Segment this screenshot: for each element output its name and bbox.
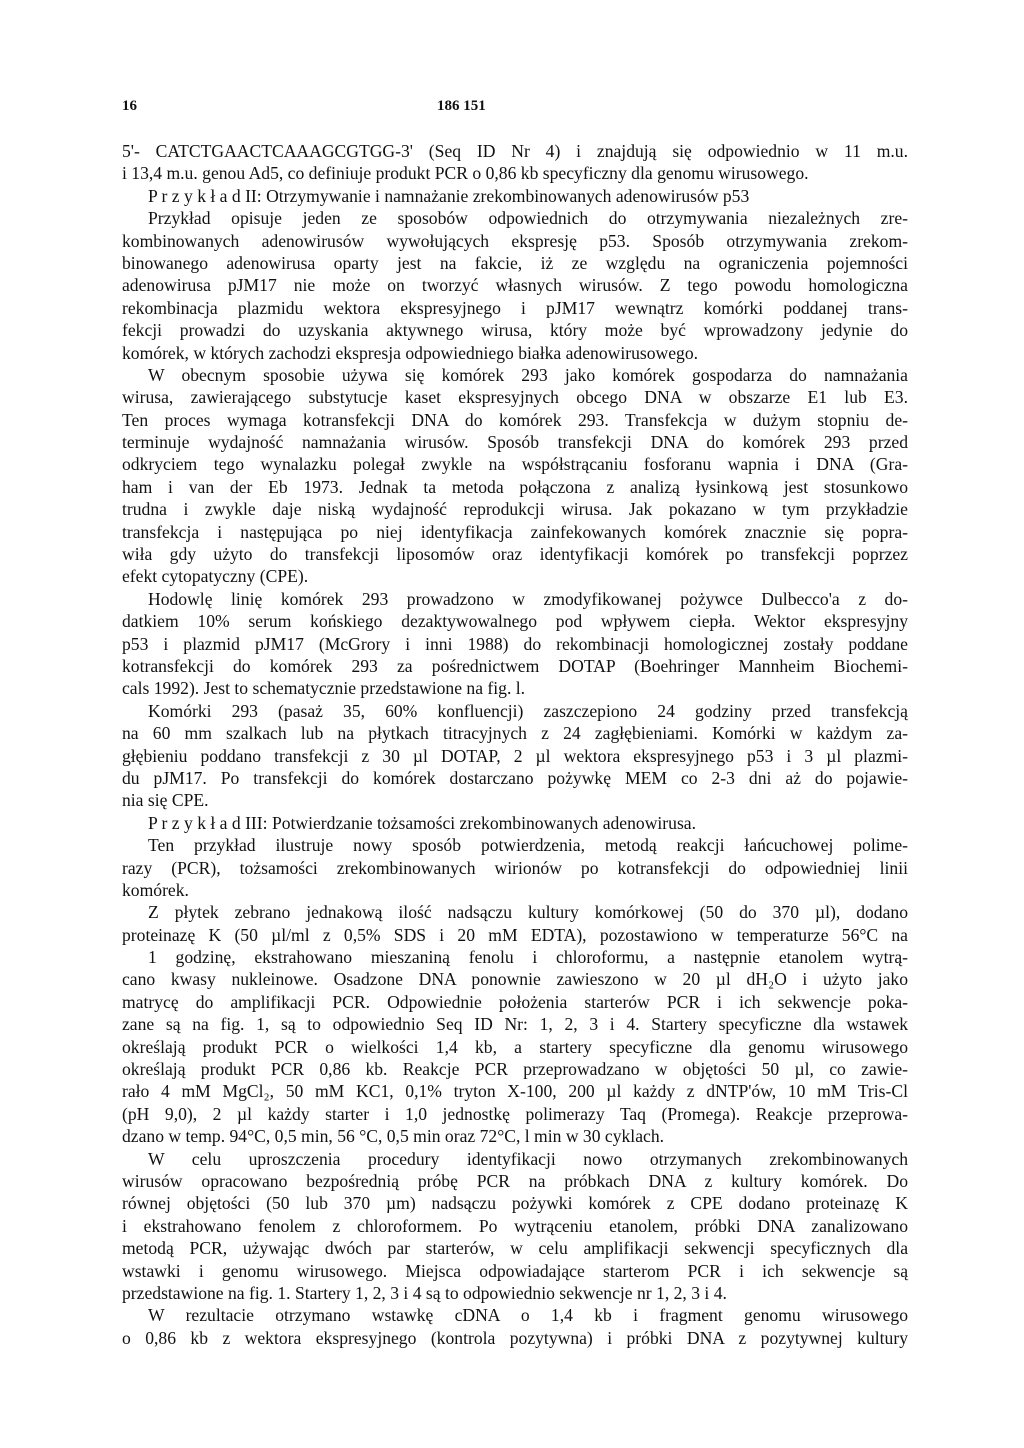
text-line: Ten proces wymaga kotransfekcji DNA do komórek 293. Transfekcja w dużym stopniu de-: [122, 409, 908, 430]
text-line: kotransfekcji do komórek 293 za pośrednictwem DOTAP (Boehringer Mannheim Biochemi-: [122, 655, 908, 676]
text-line: komórek.: [122, 879, 189, 900]
text-line: Hodowlę linię komórek 293 prowadzono w zmodyfikowanej pożywce Dulbecco'a z do-: [148, 588, 908, 609]
text-line: W obecnym sposobie używa się komórek 293 jako komórek gospodarza do namnażania: [148, 364, 908, 385]
text-line: rekombinacja plazmidu wektora ekspresyjnego i pJM17 wewnątrz komórki poddanej trans-: [122, 297, 908, 318]
text-line: ham i van der Eb 1973. Jednak ta metoda połączona z analizą łysinkową jest stosunkowo: [122, 476, 908, 497]
text-line: Przykład opisuje jeden ze sposobów odpowiednich do otrzymywania niezależnych zre-: [148, 208, 908, 229]
text-line: przedstawione na fig. 1. Startery 1, 2, 3 i 4 są to odpowiednio sekwencje nr 1, 2, 3 i 4.: [122, 1282, 727, 1303]
text-line: określają produkt PCR 0,86 kb. Reakcje PCR przeprowadzano w objętości 50 µl, co zawie-: [122, 1059, 908, 1080]
text-line: proteinazę K (50 µl/ml z 0,5% SDS i 20 mM EDTA), pozostawiono w temperaturze 56°C na: [122, 924, 908, 945]
text-line: datkiem 10% serum końskiego dezaktywowalnego pod wpływem ciepła. Wektor ekspresyjny: [122, 611, 908, 632]
text-line: trudna i zwykle daje niską wydajność reprodukcji wirusa. Jak pokazano w tym przykładzie: [122, 499, 908, 520]
text-line: fekcji prowadzi do uzyskania aktywnego wirusa, który może być wprowadzony jedynie do: [122, 320, 908, 341]
text-line: wirusa, zawierającego substytucje kaset ekspresyjnych obcego DNA w obszarze E1 lub E3.: [122, 387, 908, 408]
text-line: adenowirusa pJM17 nie może on tworzyć własnych wirusów. Z tego powodu homologiczna: [122, 275, 908, 296]
text-line: P r z y k ł a d II: Otrzymywanie i namnażanie zrekombinowanych adenowirusów p53: [148, 185, 750, 206]
text-line: na 60 mm szalkach lub na płytkach titracyjnych z 24 zagłębieniami. Komórki w każdym za-: [122, 723, 908, 744]
text-line: efekt cytopatyczny (CPE).: [122, 566, 309, 587]
text-line: zane są na fig. 1, są to odpowiednio Seq ID Nr: 1, 2, 3 i 4. Startery specyficzne dla wstawek: [122, 1014, 908, 1035]
text-line: wiła gdy użyto do transfekcji liposomów oraz identyfikacji komórek po transfekcji poprzez: [122, 544, 908, 565]
text-line: matrycę do amplifikacji PCR. Odpowiednie położenia starterów PCR i ich sekwencje poka-: [122, 991, 908, 1012]
text-line: Komórki 293 (pasaż 35, 60% konfluencji) zaszczepiono 24 godziny przed transfekcją: [148, 700, 908, 721]
text-line: równej objętości (50 lub 370 µm) nadsączu pożywki komórek z CPE dodano proteinazę K: [122, 1193, 908, 1214]
patent-number: 186 151: [437, 98, 486, 114]
text-line: W celu uproszczenia procedury identyfikacji nowo otrzymanych zrekombinowanych: [148, 1148, 908, 1169]
text-line: P r z y k ł a d III: Potwierdzanie tożsamości zrekombinowanych adenowirusa.: [148, 812, 697, 833]
text-line: transfekcja i następująca po niej identyfikacja zainfekowanych komórek znacznie się popra-: [122, 521, 908, 542]
text-line: wirusów opracowano bezpośrednią próbę PCR na próbkach DNA z kultury komórek. Do: [122, 1170, 908, 1191]
text-line: binowanego adenowirusa oparty jest na fakcie, iż ze względu na ograniczenia pojemności: [122, 252, 908, 273]
text-line: razy (PCR), tożsamości zrekombinowanych wirionów po kotransfekcji do odpowiedniej linii: [122, 857, 908, 878]
text-line: du pJM17. Po transfekcji do komórek dostarczano pożywkę MEM co 2-3 dni aż do pojawie-: [122, 767, 908, 788]
text-line: terminuje wydajność namnażania wirusów. Sposób transfekcji DNA do komórek 293 przed: [122, 432, 908, 453]
text-line: Z płytek zebrano jednakową ilość nadsączu kultury komórkowej (50 do 370 µl), dodano: [148, 902, 908, 923]
text-line: Ten przykład ilustruje nowy sposób potwierdzenia, metodą reakcji łańcuchowej polime-: [148, 835, 908, 856]
text-line: głębieniu poddano transfekcji z 30 µl DOTAP, 2 µl wektora ekspresyjnego p53 i 3 µl plazmi-: [122, 745, 908, 766]
text-line: o 0,86 kb z wektora ekspresyjnego (kontrola pozytywna) i próbki DNA z pozytywnej kultury: [122, 1327, 908, 1348]
page-number: 16: [122, 98, 137, 114]
text-line: p53 i plazmid pJM17 (McGrory i inni 1988) do rekombinacji homologicznej zostały poddane: [122, 633, 908, 654]
text-line: cano kwasy nukleinowe. Osadzone DNA ponownie zawieszono w 20 µl dH₂O i użyto jako: [122, 969, 908, 990]
text-line: W rezultacie otrzymano wstawkę cDNA o 1,4 kb i fragment genomu wirusowego: [148, 1305, 908, 1326]
text-line: kombinowanych adenowirusów wywołujących ekspresję p53. Sposób otrzymywania zrekom-: [122, 230, 908, 251]
text-line: wstawki i genomu wirusowego. Miejsca odpowiadające starterom PCR i ich sekwencje są: [122, 1260, 908, 1281]
text-line: określają produkt PCR o wielkości 1,4 kb, a startery specyficzne dla genomu wirusowego: [122, 1036, 908, 1057]
text-line: komórek, w których zachodzi ekspresja odpowiedniego białka adenowirusowego.: [122, 342, 699, 363]
text-line: rało 4 mM MgCl₂, 50 mM KC1, 0,1% tryton X-100, 200 µl każdy z dNTP'ów, 10 mM Tris-Cl: [122, 1081, 908, 1102]
text-line: dzano w temp. 94°C, 0,5 min, 56 °C, 0,5 min oraz 72°C, l min w 30 cyklach.: [122, 1126, 665, 1147]
text-line: nia się CPE.: [122, 790, 209, 811]
text-line: metodą PCR, używając dwóch par starterów, w celu amplifikacji sekwencji specyficznych dla: [122, 1238, 908, 1259]
text-line: 1 godzinę, ekstrahowano mieszaniną fenolu i chloroformu, a następnie etanolem wytrą-: [148, 947, 908, 968]
body-text: [122, 140, 908, 1349]
text-line: cals 1992). Jest to schematycznie przedstawione na fig. l.: [122, 678, 526, 699]
text-line: i 13,4 m.u. genou Ad5, co definiuje produkt PCR o 0,86 kb specyficzny dla genomu wirusowego.: [122, 163, 809, 184]
text-line: i ekstrahowano fenolem z chloroformem. Po wytrąceniu etanolem, próbki DNA zanalizowano: [122, 1215, 908, 1236]
text-line: 5'- CATCTGAACTCAAAGCGTGG-3' (Seq ID Nr 4) i znajdują się odpowiednio w 11 m.u.: [122, 141, 908, 161]
text-line: odkryciem tego wynalazku polegał zwykle na współstrącaniu fosforanu wapnia i DNA (Gra-: [122, 454, 908, 475]
text-line: (pH 9,0), 2 µl każdy starter i 1,0 jednostkę polimerazy Taq (Promega). Reakcje przeprowa-: [122, 1103, 908, 1124]
